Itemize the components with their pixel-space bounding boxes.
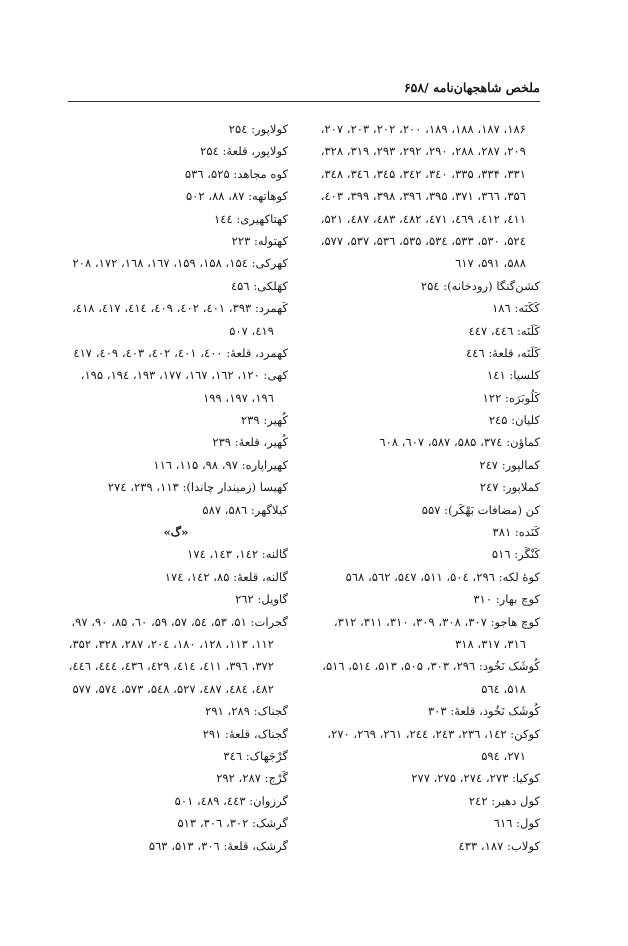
index-entry-continuation: ۲۷۱، ۵۹٤ [481,748,526,763]
index-entry: کهی: ۱۲۰، ۱٦۲، ۱٦۷، ۱۷۷، ۱۹۳، ۱۹٤، ۱۹۵، [80,368,288,383]
index-entry: کول: ٦۱٦ [493,816,540,831]
index-entry-continuation: ٤۸۲، ٤۸٤، ٤۸۷، ۵۲۷، ۵٤۸، ۵۷۳، ۵۷٤، ۵۷۷ [72,681,274,696]
section-letter-heading: «گ» [163,525,189,540]
index-column-left [64,118,288,857]
index-column-right [316,118,540,857]
index-entry-continuation: ۲۰۹، ۲۸۷، ۲۸۸، ۲۹۰، ۲۹۲، ۲۹۳، ۳۱۹، ۳۲۸، [320,144,526,159]
index-entry: کَلَنَه: ٤٤٦، ٤٤۷ [468,323,540,338]
index-entry: کوچ هاجو: ۳۰۷، ۳۰۸، ۳۰۹، ۳۱۰، ۳۱۱، ۳۱۲، [333,614,540,629]
index-entry: کهَلکی: ٤۵٦ [230,278,288,293]
index-entry: کوکیا: ۲۷۳، ۲۷٤، ۲۷۵، ۲۷۷ [411,771,540,786]
index-entry: کماؤن: ۳۷٤، ۵۸۵، ۵۸۷، ٦۰۷، ٦۰۸ [379,435,540,450]
index-entry-continuation: ۳۱٦، ۳۱۷، ۳۱۸ [455,636,526,651]
index-entry: کهتاکهیری: ۱٤٤ [213,211,288,226]
index-entry: گالنه: ۱٤۲، ۱٤۳، ۱۷٤ [187,547,288,562]
index-entry: کولاپور: ۲۵٤ [228,122,288,136]
index-entry: کوچ بهار: ۳۱۰ [473,592,540,607]
index-entry-continuation: ۳۳۱، ۳۳۴، ۳۳۵، ۳٤۰، ۳٤۲، ۳٤۵، ۳٤٦، ۳٤۸، [320,166,526,181]
index-entry: کهیراپاره: ۹۷، ۹۸، ۱۱۵، ۱۱٦ [153,457,288,472]
index-entry: کن (مضافات بَهْکَر): ۵۵۷ [421,502,540,517]
index-entry: گَرْج: ۲۸۷، ۲۹۲ [216,771,288,786]
index-entry: گجرات: ۵۱، ۵۳، ۵٤، ۵۷، ۵۹، ٦۰، ۸۵، ۹۰، ۹۷، [71,614,288,629]
index-entry: گرْجَهاک: ۳٤٦ [223,748,288,763]
index-entry-continuation: ۱۸۶، ۱۸۷، ۱۸۸، ۱۸۹، ۲۰۰، ۲۰۲، ۲۰۳، ۲۰۷، [320,122,526,136]
index-entry: کهرکی: ۱۵٤، ۱۵۸، ۱۵۹، ۱٦۷، ۱٦۸، ۱۷۲، ۲۰۸ [72,256,288,271]
index-entry-continuation: ٤۱۱، ٤۱۲، ٤٦۹، ٤۷۱، ٤۸۲، ٤۸۳، ٤۸۷، ۵۲۱، [320,211,526,226]
index-entry: گالنه، قلعهٔ: ۸۵، ۱٤۲، ۱۷٤ [164,569,288,584]
index-entry-continuation: ۳۵٦، ۳٦٦، ۳۷۱، ۳۹۵، ۳۹٦، ۳۹۸، ۳۹۹، ٤۰۳، [320,189,526,204]
index-entry: کَکَنَه: ۱۸٦ [492,301,540,316]
index-entry-continuation: ۳۷۲، ۳۹٦، ٤۱۱، ٤۱٤، ٤۲۹، ٤۳٦، ٤٤٤، ٤٤٦، [68,659,274,674]
index-entry-continuation: ۵۲٤، ۵۳۰، ۵۳۳، ۵۳٤، ۵۳۵، ۵۳٦، ۵۳۷، ۵۷۷، [320,233,526,248]
index-entry: کولاپور، قلعهٔ: ۲۵٤ [200,144,288,159]
index-entry: کمالپور: ۲٤۷ [479,457,540,472]
index-entry: گرشک: ۳۰۲، ۳۰٦، ۵۱۳ [177,816,288,831]
index-entry: کُوشَک نَخُود، قلعهٔ: ۳۰۳ [427,704,540,719]
index-entry: کُهیر، قلعهٔ: ۲۳۹ [212,435,288,450]
index-entry: کیلاگهر: ۵۸٦، ۵۸۷ [202,502,288,517]
index-entry: کشن‌گنگا (رودخانه): ۲۵٤ [420,278,540,293]
index-entry: کهتوله: ۲۲۳ [231,233,288,248]
index-entry: کهمرد، قلعهٔ: ٤۰۰، ٤۰۱، ٤۰۲، ٤۰۳، ٤۰۹، ٤۱۷ [73,345,288,360]
index-entry: کوهاتهه: ۸۷، ۸۸، ۵۰۲ [185,189,288,204]
index-entry: کَهمرد: ۳۹۳، ٤۰۱، ٤۰۲، ٤۰۹، ٤۱٤، ٤۱۷، ٤۱۸، [72,301,288,316]
index-entry: گجناک: ۲۸۹، ۲۹۱ [205,704,288,719]
index-entry: کوکن: ۱٤۲، ۲۳٦، ۲٤۳، ۲٤٤، ۲٦۱، ۲٦۹، ۲۷۰، [327,726,540,741]
index-entry: گرشک، قلعهٔ: ۳۰٦، ۵۱۳، ۵٦۳ [148,838,288,853]
index-entry: کُوشَک نَخُود: ۲۹٦، ۳۰۳، ۵۰۵، ۵۱۳، ۵۱٤، ۵۱٦، [322,659,540,674]
index-entry: کوه مجاهد: ۵۲۵، ۵۳٦ [184,166,288,181]
index-entry: کلسیا: ۱٤۱ [486,368,540,383]
index-entry-continuation: ٤۱۹، ۵۰۷ [229,323,274,338]
index-entry: گاویل: ۲٦۲ [235,592,288,607]
index-entry: کَلُوبَرَه: ۱۲۲ [482,390,540,405]
index-entry: کهیسا (زمیندار چاندا): ۱۱۳، ۲۳۹، ۲۷٤ [107,480,288,495]
index-entry-continuation: ۱۱۲، ۱۱۳، ۱۲۸، ۱۸۰، ۲۰٤، ۲۸۷، ۳۲۸، ۳۵۲، [68,636,274,651]
index-entry: گجناک، قلعهٔ: ۲۹۱ [202,726,288,741]
index-entry: کلیان: ۲٤۵ [488,413,540,428]
index-entry: کَنَده: ۳۸۱ [492,525,540,540]
index-entry: کوهٔ لکه: ۲۹٦، ۵۰٤، ۵۱۱، ۵٤۷، ۵٦۲، ۵٦۸ [345,569,540,584]
header-rule [68,101,540,102]
index-entry-continuation: ۵۱۸، ۵٦٤ [481,681,526,696]
index-entry: کَلَنَه، قلعهٔ: ٤٤٦ [466,345,540,360]
index-entry-continuation: ۱۹٦، ۱۹۷، ۱۹۹ [203,390,274,405]
index-entry-continuation: ۵۸۸، ۵۹۱، ٦۱۷ [455,256,526,271]
index-entry: کول دهیر: ۲٤۲ [468,793,540,808]
index-entry: گرزوان: ٤٤۳، ٤۸۹، ۵۰۱ [174,793,288,808]
page-header: ملخص شاهجهان‌نامه /۶۵۸ [403,80,540,95]
index-entry: کملاپور: ۲٤۷ [479,480,540,495]
index-entry: کُهیر: ۲۳۹ [240,413,288,428]
index-entry: کولاب: ۱۸۷، ٤۳۳ [458,838,540,853]
index-entry: کَنْگَر: ۵۱٦ [491,547,540,562]
